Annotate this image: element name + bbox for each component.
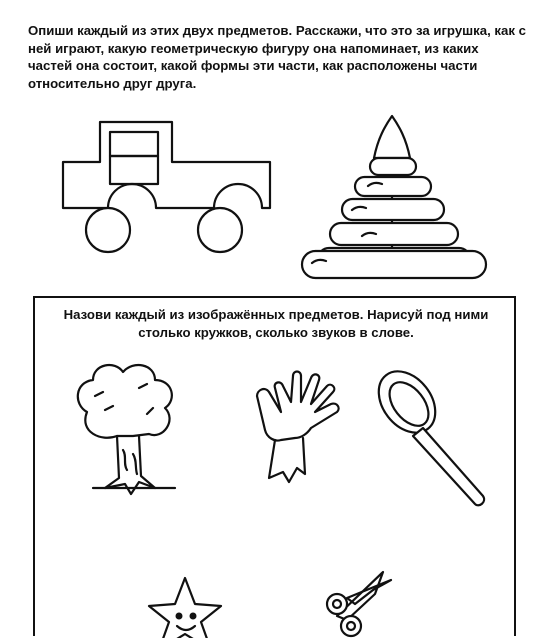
exercise-2-frame (33, 296, 516, 636)
exercise-2-text: Назови каждый из изображённых предметов. Нарисуй под ними столько кружков, сколько звуков в слове. (63, 307, 489, 340)
truck-icon (63, 122, 270, 252)
scissors-icon (327, 572, 391, 636)
glove-icon (257, 372, 339, 483)
exercise-1-pictures (0, 110, 546, 290)
pyramid-toy-icon (302, 116, 486, 278)
star-icon (149, 578, 221, 638)
exercise-2-pictures (35, 358, 518, 638)
exercise-1-text: Опиши каждый из этих двух предметов. Расскажи, что это за игрушка, как с ней играют, какую геометрическую фигуру она напоминает, из каких частей она состоит, какой формы эти части, как расположены части относительно друг друга. (28, 23, 526, 91)
tree-icon (78, 365, 175, 494)
spoon-icon (367, 360, 484, 505)
